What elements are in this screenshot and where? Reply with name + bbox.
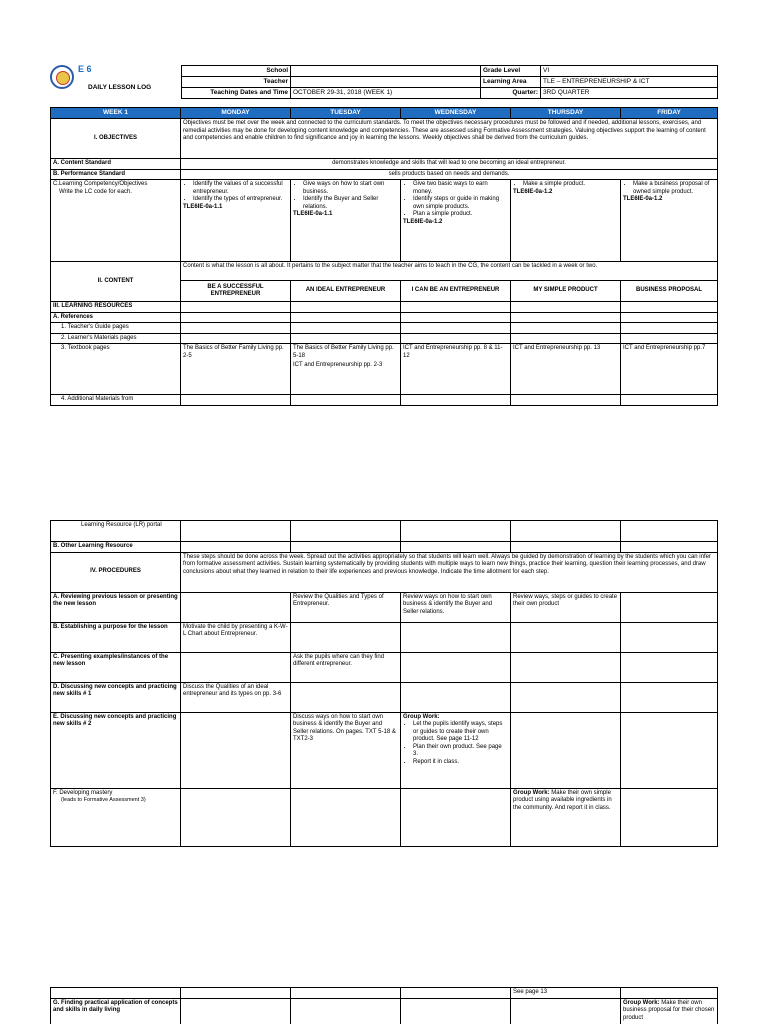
- tb-monday: The Basics of Better Family Living pp. 2-5: [181, 344, 291, 395]
- proc-e-tuesday: Discuss ways on how to start own business & identify the Buyer and Seller relations. On pages. TXT 5-18 & TXT2-3: [291, 712, 401, 788]
- lc-code: TLE6IE-0a-1.2: [403, 218, 443, 225]
- quarter-value: 3RD QUARTER: [541, 88, 718, 99]
- lesson-table-page-3: [50, 987, 718, 1024]
- grade-level-value: VI: [541, 66, 718, 77]
- performance-standard-text: sells products based on needs and demands.: [181, 169, 718, 180]
- proc-f-label: F. Developing mastery: [53, 789, 113, 796]
- col-week: WEEK 1: [51, 108, 181, 119]
- topic-friday: BUSINESS PROPOSAL: [621, 281, 718, 302]
- list-item: • Identify steps or guide in making own simple products.: [413, 196, 508, 211]
- tb-thursday: ICT and Entrepreneurship pp. 13: [511, 344, 621, 395]
- objectives-label: I. OBJECTIVES: [51, 119, 181, 159]
- tb-wednesday: ICT and Entrepreneurship pp. 8 & 11-12: [401, 344, 511, 395]
- learning-area-value: TLE – ENTREPRENEURSHIP & ICT: [541, 77, 718, 88]
- header-info-table: [181, 65, 718, 99]
- content-label: II. CONTENT: [51, 262, 181, 302]
- topic-monday: BE A SUCCESSFUL ENTREPRENEUR: [181, 281, 291, 302]
- proc-c-label: C. Presenting examples/instances of the new lesson: [51, 652, 181, 682]
- proc-f-sub: (leads to Formative Assessment 3): [61, 797, 146, 803]
- content-standard-label: A. Content Standard: [51, 159, 181, 170]
- topic-wednesday: I CAN BE AN ENTREPRENEUR: [401, 281, 511, 302]
- competency-monday: [181, 180, 291, 262]
- proc-a-label: A. Reviewing previous lesson or presenting the new lesson: [51, 592, 181, 622]
- list-item: • Identify the values of a successful entrepreneur.: [193, 181, 288, 196]
- school-label: School: [182, 66, 291, 77]
- lc-code: TLE6IE-0a-1.2: [513, 188, 553, 195]
- competency-thursday: [511, 180, 621, 262]
- content-standard-text: demonstrates knowledge and skills that will lead to one becoming an ideal entrepreneur.: [181, 159, 718, 170]
- proc-d-monday: Discuss the Qualities of an ideal entrepreneur and its types on pp. 3-6: [181, 682, 291, 712]
- references-label: A. References: [51, 312, 181, 323]
- col-friday: FRIDAY: [621, 108, 718, 119]
- teacher-value: [291, 77, 481, 88]
- tb-friday: ICT and Entrepreneurship pp.7: [621, 344, 718, 395]
- group-work-label: Group Work:: [623, 999, 660, 1006]
- lesson-table-page-1: [50, 107, 718, 406]
- proc-a-tuesday: Review the Qualities and Types of Entrepreneur.: [291, 592, 401, 622]
- performance-standard-label: B. Performance Standard: [51, 169, 181, 180]
- list-item: • Identify the Buyer and Seller relations.: [303, 196, 398, 211]
- proc-f-label-cell: [51, 788, 181, 846]
- lc-code: TLE6IE-0a-1.2: [623, 196, 663, 203]
- col-thursday: THURSDAY: [511, 108, 621, 119]
- list-item: • Let the pupils identify ways, steps or guides to create their own product. See page 11-12: [413, 721, 508, 744]
- dates-label: Teaching Dates and Time: [182, 88, 291, 99]
- topic-tuesday: AN IDEAL ENTREPRENEUR: [291, 281, 401, 302]
- tg-label: 1. Teacher's Guide pages: [51, 323, 181, 334]
- lm-label: 2. Learner's Materials pages: [51, 333, 181, 344]
- objectives-text: Objectives must be met over the week and connected to the curriculum standards. To meet the objectives necessary procedures must be followed and if needed, additional lessons, exercises, and remedial activities may be done for developing content knowledge and competencies. These are assessed using Formative Assessment strategies. Valuing objectives support the learning of content and competencies and enable children to find significance and joy in learning the lessons. Weekly objectives shall be derived from the curriculum guides.: [181, 119, 718, 159]
- proc-g-thursday: See page 13: [511, 988, 621, 999]
- group-work-label: Group Work:: [513, 789, 550, 796]
- proc-g-label: G. Finding practical application of concepts and skills in daily living: [51, 998, 181, 1024]
- add-label: 4. Additional Materials from: [51, 395, 181, 406]
- topic-thursday: MY SIMPLE PRODUCT: [511, 281, 621, 302]
- list-item: • Plan a simple product.: [413, 211, 508, 219]
- tb-label: 3. Textbook pages: [51, 344, 181, 395]
- tb-tuesday: The Basics of Better Family Living pp. 5-18: [293, 345, 394, 359]
- resources-label: III. LEARNING RESOURCES: [51, 302, 181, 313]
- learning-area-label: Learning Area: [481, 77, 541, 88]
- col-wednesday: WEDNESDAY: [401, 108, 511, 119]
- competency-friday: [621, 180, 718, 262]
- competency-label: C.Learning Competency/Objectives: [53, 181, 148, 188]
- tb-tuesday-2: ICT and Entrepreneurship pp. 2-3: [293, 362, 383, 369]
- list-item: • Make a simple product.: [523, 181, 618, 189]
- lc-code: TLE6IE-0a-1.1: [183, 203, 223, 210]
- list-item: • Give ways on how to start own business.: [303, 181, 398, 196]
- proc-b-label: B. Establishing a purpose for the lesson: [51, 622, 181, 652]
- proc-c-tuesday: Ask the pupils where can they find different entrepreneur.: [291, 652, 401, 682]
- quarter-label: Quarter:: [481, 88, 541, 99]
- competency-tuesday: [291, 180, 401, 262]
- tb-tuesday-cell: [291, 344, 401, 395]
- proc-b-monday: Motivate the child by presenting a K-W-L Chart about Entrepreneur.: [181, 622, 291, 652]
- col-monday: MONDAY: [181, 108, 291, 119]
- list-item: • Make a business proposal of owned simple product.: [633, 181, 715, 196]
- grade-badge: E 6: [78, 64, 92, 74]
- proc-e-label: E. Discussing new concepts and practicing new skills # 2: [51, 712, 181, 788]
- content-text: Content is what the lesson is all about. It pertains to the subject matter that the teacher aims to teach in the CG, the content can be tackled in a week or two.: [181, 262, 718, 281]
- add-label-2: Learning Resource (LR) portal: [51, 521, 181, 542]
- school-value: [291, 66, 481, 77]
- teacher-label: Teacher: [182, 77, 291, 88]
- competency-sub: Write the LC code for each.: [59, 188, 132, 195]
- grade-level-label: Grade Level: [481, 66, 541, 77]
- proc-a-thursday: Review ways, steps or guides to create their own product: [511, 592, 621, 622]
- group-work-label: Group Work:: [403, 713, 440, 720]
- lesson-table-page-2: [50, 520, 718, 847]
- proc-e-wednesday: [401, 712, 511, 788]
- proc-f-thursday: Group Work: Make their own simple product using available ingredients in the community. And report it in class.: [511, 788, 621, 846]
- procedures-label: IV. PROCEDURES: [51, 552, 181, 592]
- procedures-text: These steps should be done across the week. Spread out the activities appropriately so that students will learn well. Always be guided by demonstration of learning by the students which you can infer from formative assessment activities. Sustain learning systematically by providing students with multiple ways to learn new things, practice their learning, question their learning processes, and draw conclusions about what they learned in relation to their life experiences and previous knowledge. Indicate the time allotment for each step.: [181, 552, 718, 592]
- deped-seal-icon: [50, 65, 74, 89]
- list-item: • Give two basic ways to earn money.: [413, 181, 508, 196]
- competency-label-cell: [51, 180, 181, 262]
- col-tuesday: TUESDAY: [291, 108, 401, 119]
- lc-code: TLE6IE-0a-1.1: [293, 211, 333, 218]
- competency-wednesday: [401, 180, 511, 262]
- doc-title: DAILY LESSON LOG: [88, 84, 152, 91]
- proc-a-wednesday: Review ways on how to start own business & identify the Buyer and Seller relations.: [401, 592, 511, 622]
- dates-value: OCTOBER 29-31, 2018 (WEEK 1): [291, 88, 481, 99]
- list-item: • Identify the types of entrepreneur.: [193, 196, 288, 204]
- proc-g-friday: Group Work: Make their own business proposal for their chosen product: [621, 998, 718, 1024]
- list-item: • Plan their own product. See page 3.: [413, 744, 508, 759]
- proc-d-label: D. Discussing new concepts and practicing new skills # 1: [51, 682, 181, 712]
- other-resource-label: B. Other Learning Resource: [51, 542, 181, 553]
- list-item: • Report it in class.: [413, 759, 508, 767]
